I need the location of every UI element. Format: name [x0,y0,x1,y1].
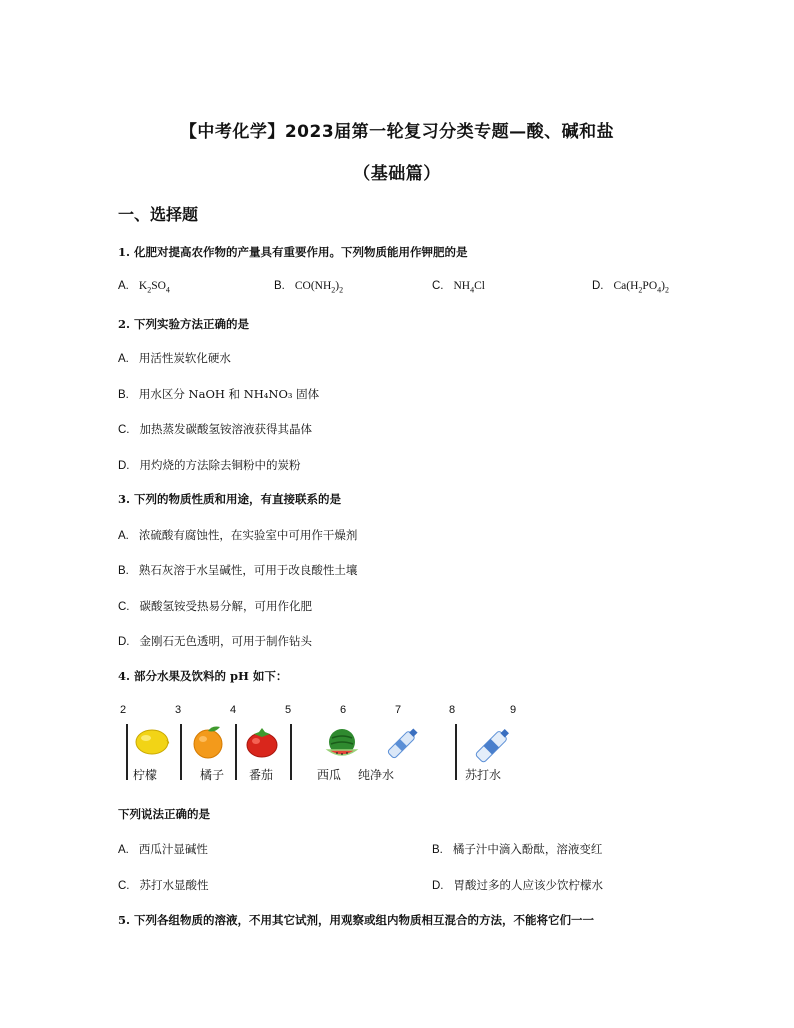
question-1-stem: 1. 化肥对提高农作物的产量具有重要作用。下列物质能用作钾肥的是 [118,245,468,259]
ph-item-label-watermelon: 西瓜 [317,768,342,782]
ph-tick-8: 8 [449,704,456,716]
q2-option-c: C. 加热蒸发碳酸氢铵溶液获得其晶体 [118,422,312,436]
ph-tick-5: 5 [285,704,292,716]
ph-scale-figure [118,704,538,784]
ph-tick-3: 3 [175,704,182,716]
ph-item-label-tomato: 番茄 [249,768,274,782]
q2-option-d: D. 用灼烧的方法除去铜粉中的炭粉 [118,458,301,472]
ph-divider [290,724,292,780]
ph-divider [126,724,128,780]
orange-icon [188,724,228,760]
q4-option-b: B. 橘子汁中滴入酚酞，溶液变红 [432,842,603,856]
ph-tick-6: 6 [340,704,347,716]
soda-bottle-icon [470,724,514,768]
ph-divider [455,724,457,780]
q1-option-d: D. $Ca(H_2PO_4)_2$ [592,280,669,295]
question-5-stem: 5. 下列各组物质的溶液，不用其它试剂，用观察或组内物质相互混合的方法，不能将它们一一 [118,913,595,927]
question-2-stem: 2. 下列实验方法正确的是 [118,317,250,331]
ph-item-label-water: 纯净水 [358,768,395,782]
question-4-stem: 4. 部分水果及饮料的 pH 如下： [118,669,288,683]
ph-item-label-lemon: 柠檬 [133,768,158,782]
ph-tick-2: 2 [120,704,127,716]
q3-option-d: D. 金刚石无色透明，可用于制作钻头 [118,634,312,648]
q4-option-d: D. 胃酸过多的人应该少饮柠檬水 [432,878,603,892]
q1-option-a: A. $K_2SO_4$ [118,280,170,295]
tomato-icon [242,724,282,760]
q3-option-c: C. 碳酸氢铵受热易分解，可用作化肥 [118,599,312,613]
q2-option-a: A. 用活性炭软化硬水 [118,351,231,365]
q4-option-c: C. 苏打水显酸性 [118,878,209,892]
ph-tick-7: 7 [395,704,402,716]
ph-divider [180,724,182,780]
q3-option-b: B. 熟石灰溶于水呈碱性，可用于改良酸性土壤 [118,563,358,577]
section-heading: 一、选择题 [118,205,199,224]
lemon-icon [132,724,172,758]
watermelon-icon [324,724,360,760]
q1-option-b: B. $CO(NH_2)_2$ [274,280,344,295]
document-title: 【中考化学】2023届第一轮复习分类专题—酸、碱和盐 [179,122,615,142]
question-3-stem: 3. 下列的物质性质和用途，有直接联系的是 [118,492,342,506]
question-4-prompt: 下列说法正确的是 [118,807,210,821]
ph-tick-4: 4 [230,704,237,716]
ph-item-label-orange: 橘子 [200,768,225,782]
q2-option-b: B. 用水区分 NaOH 和 NH₄NO₃ 固体 [118,387,320,401]
q1-option-c: C. $NH_4Cl$ [432,280,485,295]
q4-option-a: A. 西瓜汁显碱性 [118,842,208,856]
water-bottle-icon [382,724,422,764]
ph-divider [235,724,237,780]
document-subtitle: （基础篇） [353,164,441,184]
ph-tick-9: 9 [510,704,517,716]
ph-item-label-soda: 苏打水 [465,768,502,782]
q3-option-a: A. 浓硫酸有腐蚀性，在实验室中可用作干燥剂 [118,528,358,542]
